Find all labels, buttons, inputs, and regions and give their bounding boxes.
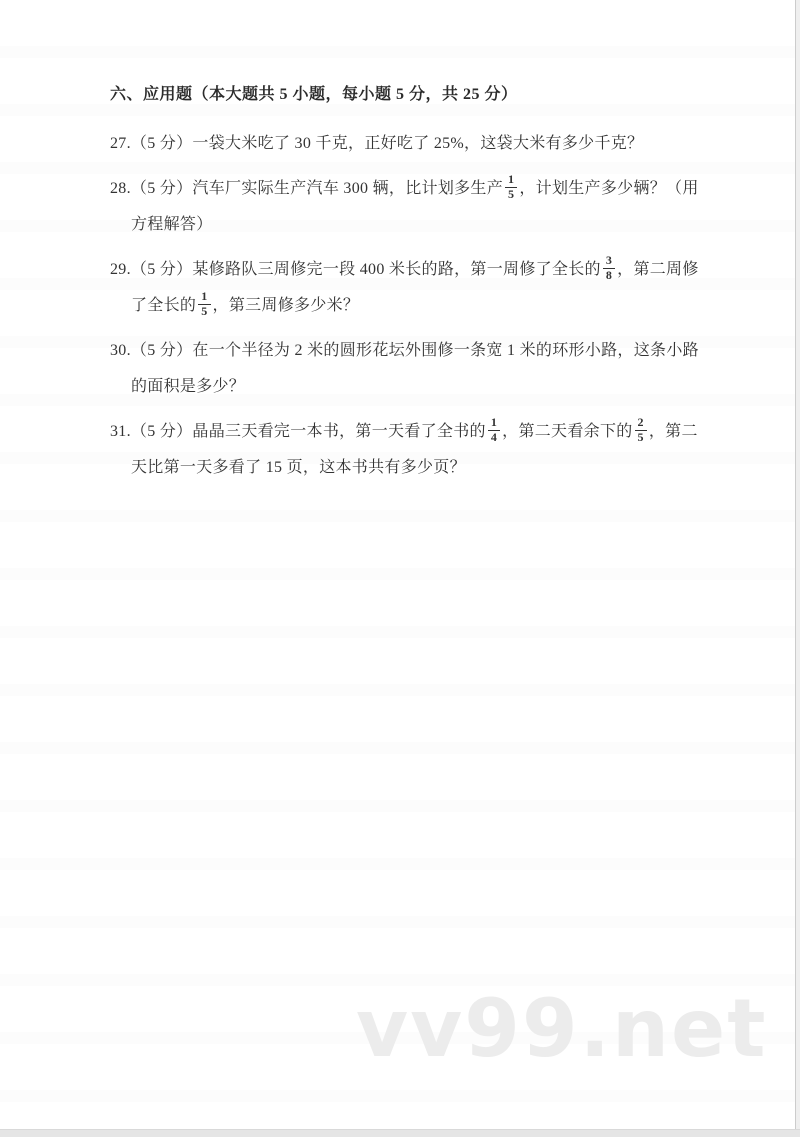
question-text-segment: ，第二周修了全长的 — [131, 261, 699, 314]
fraction-numerator: 2 — [635, 416, 647, 431]
question-text-segment: 一袋大米吃了 30 千克，正好吃了 25%，这袋大米有多少千克？ — [192, 135, 644, 152]
question-body — [131, 253, 699, 318]
question-text-segment: ，计划生产多少辆？（用方程解答） — [131, 180, 699, 233]
section-header: 六、应用题（本大题共 5 小题，每小题 5 分，共 25 分） — [110, 86, 518, 103]
fraction-denominator: 5 — [637, 429, 644, 444]
fraction-denominator: 5 — [201, 303, 208, 318]
fraction-numerator: 3 — [603, 254, 615, 269]
question-item — [110, 171, 702, 243]
fraction-numerator: 1 — [198, 290, 210, 305]
question-body — [131, 415, 698, 476]
fraction-denominator: 4 — [490, 429, 498, 444]
question-text-segment: 某修路队三周修完一段 400 米长的路，第一周修了全长的 — [192, 261, 601, 278]
question-text-segment: 晶晶三天看完一本书，第一天看了全书的 — [192, 423, 486, 440]
question-text-segment: 在一个半径为 2 米的圆形花坛外围修一条宽 1 米的环形小路，这条小路的面积是多少？ — [131, 342, 699, 395]
question-score: （5 分） — [130, 342, 193, 359]
question-item — [110, 252, 702, 324]
question-text-segment: ，第三周修多少米？ — [212, 297, 360, 314]
question-item — [110, 126, 702, 162]
fraction-numerator: 1 — [505, 173, 517, 188]
questions-list — [110, 126, 702, 486]
fraction-denominator: 8 — [605, 267, 613, 282]
question-body — [131, 172, 699, 233]
fraction — [635, 416, 647, 445]
page-bottom-edge-band — [0, 1129, 800, 1137]
exam-content — [110, 84, 702, 495]
question-number: 28. — [110, 180, 131, 197]
fraction-numerator: 1 — [488, 416, 500, 431]
question-number: 30. — [110, 342, 131, 359]
fraction-denominator: 5 — [508, 186, 515, 201]
question-score: （5 分） — [130, 261, 193, 278]
question-number: 27. — [110, 135, 131, 152]
question-text-segment: ，第二天看余下的 — [502, 423, 633, 440]
page-right-edge-strip — [796, 0, 800, 1137]
question-score: （5 分） — [130, 135, 193, 152]
fraction — [488, 416, 500, 445]
question-text-segment: ，第二天比第一天多看了 15 页，这本书共有多少页？ — [131, 423, 698, 476]
question-score: （5 分） — [130, 423, 193, 440]
fraction — [505, 173, 517, 202]
question-item — [110, 333, 702, 405]
question-text-segment: 汽车厂实际生产汽车 300 辆，比计划多生产 — [192, 180, 504, 197]
question-number: 31. — [110, 423, 131, 440]
question-score: （5 分） — [130, 180, 193, 197]
fraction — [603, 254, 615, 283]
question-body — [192, 135, 643, 152]
question-item — [110, 414, 702, 486]
question-number: 29. — [110, 261, 131, 278]
watermark: vv99.net — [356, 982, 768, 1075]
fraction — [198, 290, 210, 319]
question-body — [131, 342, 699, 395]
